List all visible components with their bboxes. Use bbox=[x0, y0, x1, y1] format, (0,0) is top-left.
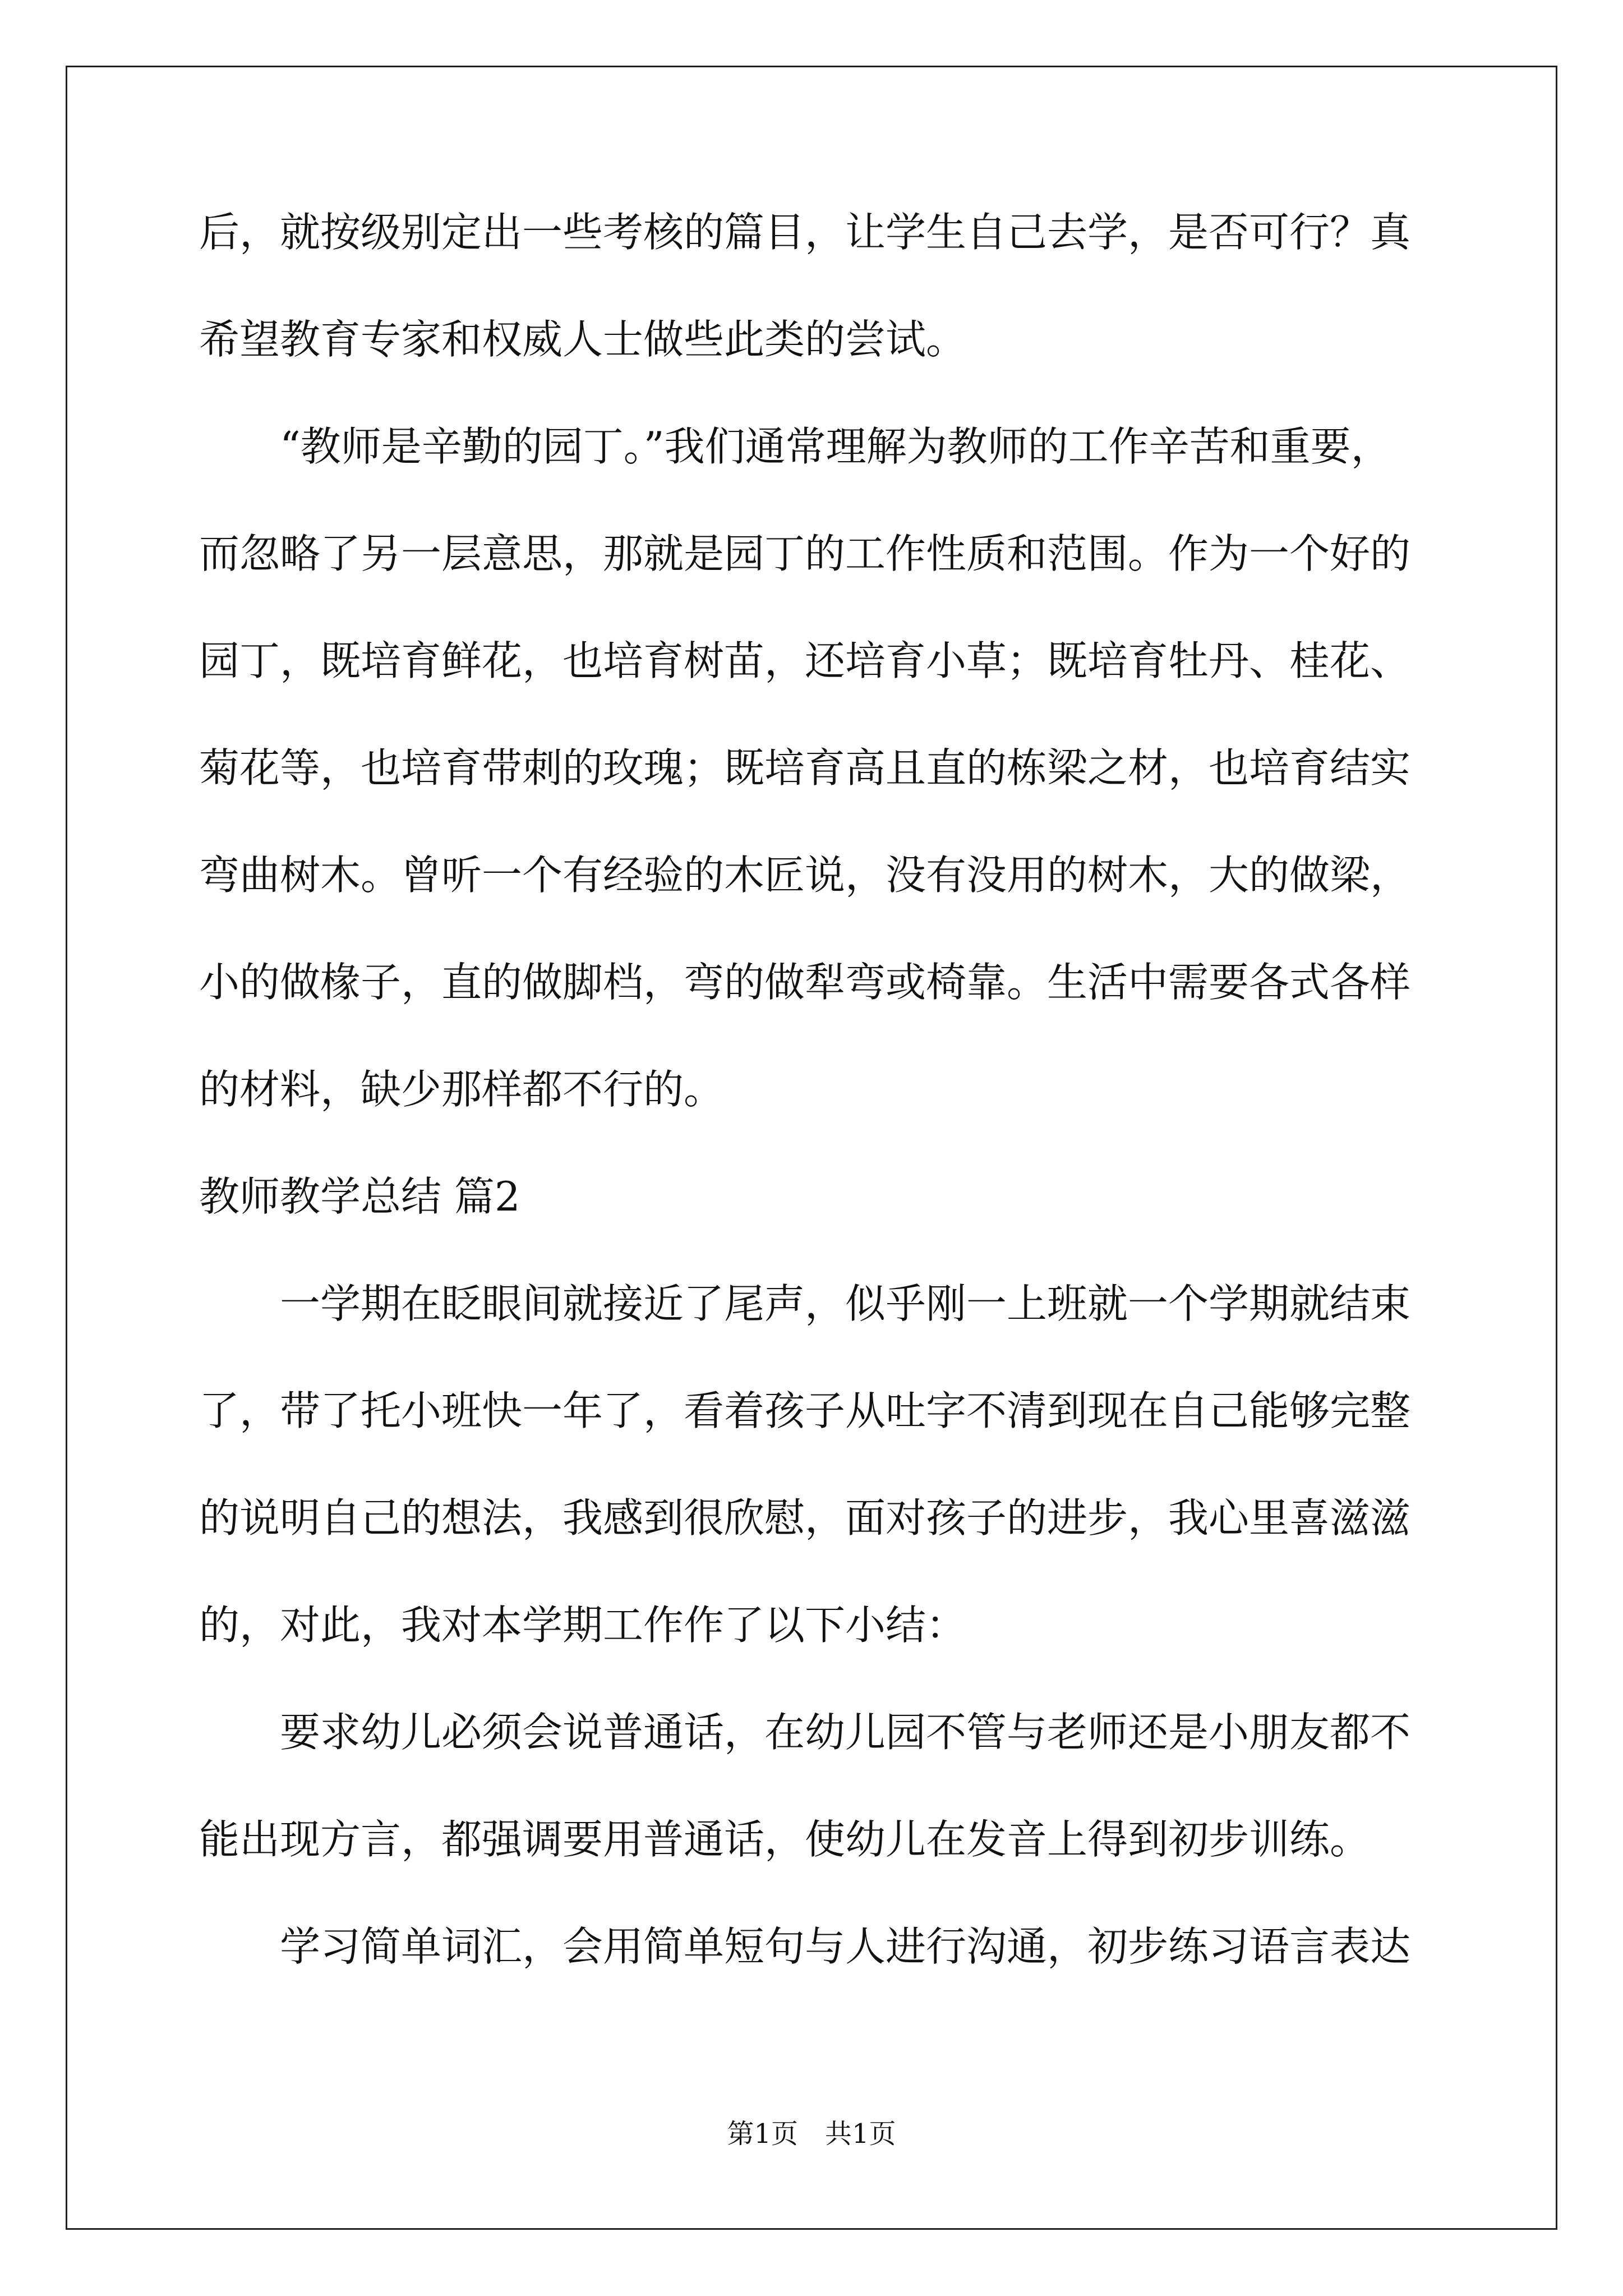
document-body bbox=[199, 209, 1430, 2033]
text-line: 弯曲树木。曾听一个有经验的木匠说，没有没用的树木，大的做梁， bbox=[199, 852, 1411, 899]
text-line: 小的做椽子，直的做脚档，弯的做犁弯或椅靠。生活中需要各式各样 bbox=[199, 959, 1411, 1006]
text-line: 要求幼儿必须会说普通话，在幼儿园不管与老师还是小朋友都不 bbox=[199, 1709, 1411, 1756]
text-line: 的说明自己的想法，我感到很欣慰，面对孩子的进步，我心里喜滋滋 bbox=[199, 1494, 1411, 1542]
page-number-footer: 第1页 共1页 bbox=[727, 2118, 896, 2150]
text-line: 一学期在眨眼间就接近了尾声，似乎刚一上班就一个学期就结束 bbox=[199, 1280, 1411, 1327]
text-line: 后，就按级别定出一些考核的篇目，让学生自己去学，是否可行？真 bbox=[199, 209, 1411, 256]
text-line: 希望教育专家和权威人士做些此类的尝试。 bbox=[199, 316, 967, 363]
text-line: “教师是辛勤的园丁。”我们通常理解为教师的工作辛苦和重要， bbox=[199, 423, 1391, 470]
text-line: 而忽略了另一层意思，那就是园丁的工作性质和范围。作为一个好的 bbox=[199, 530, 1411, 577]
text-line: 学习简单词汇，会用简单短句与人进行沟通，初步练习语言表达 bbox=[199, 1923, 1411, 1970]
section-heading: 教师教学总结 篇2 bbox=[199, 1173, 520, 1220]
text-line: 了，带了托小班快一年了，看着孩子从吐字不清到现在自己能够完整 bbox=[199, 1387, 1411, 1434]
text-line: 的，对此，我对本学期工作作了以下小结： bbox=[199, 1602, 967, 1649]
text-line: 的材料，缺少那样都不行的。 bbox=[199, 1066, 725, 1113]
text-line: 园丁，既培育鲜花，也培育树苗，还培育小草；既培育牡丹、桂花、 bbox=[199, 637, 1411, 684]
text-line: 菊花等，也培育带刺的玫瑰；既培育高且直的栋梁之材，也培育结实 bbox=[199, 744, 1411, 792]
text-line: 能出现方言，都强调要用普通话，使幼儿在发音上得到初步训练。 bbox=[199, 1816, 1371, 1863]
